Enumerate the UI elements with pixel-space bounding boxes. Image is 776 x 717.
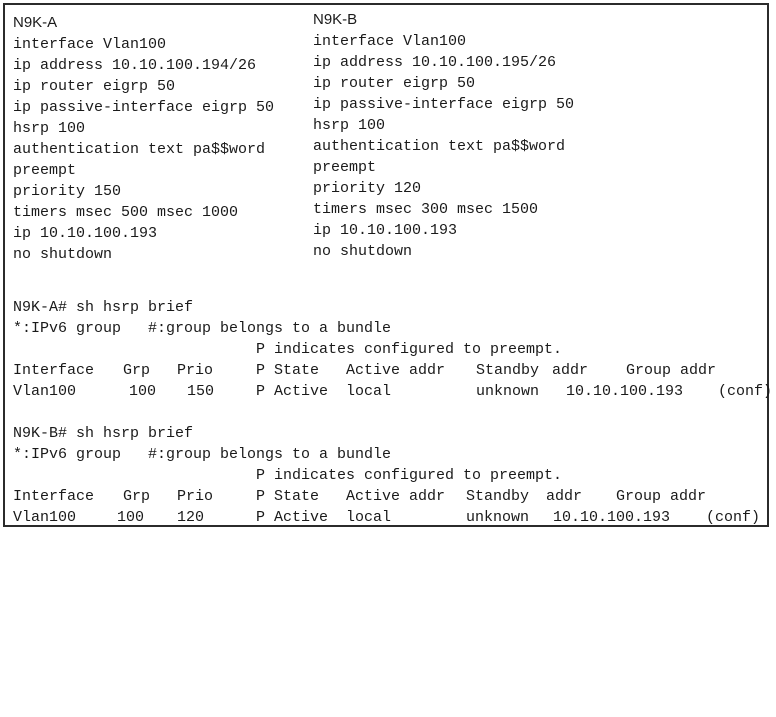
col-group-addr: Group addr <box>616 488 707 505</box>
config-line: no shutdown <box>13 246 113 263</box>
config-line: ip address 10.10.100.194/26 <box>13 57 257 74</box>
col-grp: Grp <box>123 488 151 505</box>
col-active-addr: Active addr <box>346 488 446 505</box>
config-line: hsrp 100 <box>13 120 86 137</box>
device-b-title: N9K-B <box>313 11 358 28</box>
config-line: authentication text pa$$word <box>313 138 566 155</box>
cli-command: N9K-A# sh hsrp brief <box>13 299 194 316</box>
exhibit-frame <box>3 3 773 527</box>
col-p-state: P State <box>256 488 320 505</box>
cli-command: N9K-B# sh hsrp brief <box>13 425 194 442</box>
cell-state: P Active <box>256 383 329 400</box>
cell-prio: 120 <box>177 509 205 526</box>
cell-active-addr: local <box>346 383 392 400</box>
cell-conf: (conf) <box>718 383 773 400</box>
col-standby-addr: addr <box>552 362 589 379</box>
col-grp: Grp <box>123 362 151 379</box>
col-prio: Prio <box>177 362 214 379</box>
preempt-legend: P indicates configured to preempt. <box>256 467 563 484</box>
col-standby: Standby <box>476 362 540 379</box>
config-line: hsrp 100 <box>313 117 386 134</box>
col-p-state: P State <box>256 362 320 379</box>
table-row <box>13 507 761 528</box>
table-row <box>13 381 773 402</box>
cell-group-addr: 10.10.100.193 <box>566 383 684 400</box>
device-a-config <box>13 13 274 265</box>
table-header <box>13 360 717 381</box>
config-line: interface Vlan100 <box>13 36 167 53</box>
config-line: priority 150 <box>13 183 122 200</box>
config-line: authentication text pa$$word <box>13 141 266 158</box>
cell-interface: Vlan100 <box>13 383 77 400</box>
config-line: preempt <box>13 162 77 179</box>
legend-line <box>13 465 563 486</box>
col-prio: Prio <box>177 488 214 505</box>
cell-group-addr: 10.10.100.193 <box>553 509 671 526</box>
col-active-addr: Active addr <box>346 362 446 379</box>
table-header <box>13 486 707 507</box>
config-line: no shutdown <box>313 243 413 260</box>
config-line: ip passive-interface eigrp 50 <box>13 99 275 116</box>
col-standby-addr: addr <box>546 488 583 505</box>
config-line: ip router eigrp 50 <box>313 75 476 92</box>
config-line: ip router eigrp 50 <box>13 78 176 95</box>
config-line: preempt <box>313 159 377 176</box>
col-interface: Interface <box>13 362 95 379</box>
cell-conf: (conf) <box>706 509 761 526</box>
hsrp-brief-output-a <box>13 297 773 402</box>
device-b-config <box>313 10 574 262</box>
config-line: ip 10.10.100.193 <box>313 222 458 239</box>
cell-standby-addr: unknown <box>476 383 540 400</box>
cell-active-addr: local <box>346 509 392 526</box>
cell-standby-addr: unknown <box>466 509 530 526</box>
config-line: ip passive-interface eigrp 50 <box>313 96 575 113</box>
cell-grp: 100 <box>129 383 157 400</box>
cell-prio: 150 <box>187 383 215 400</box>
legend-line: *:IPv6 group #:group belongs to a bundle <box>13 446 392 463</box>
config-line: timers msec 500 msec 1000 <box>13 204 239 221</box>
legend-line <box>13 339 563 360</box>
device-a-title: N9K-A <box>13 14 58 31</box>
col-standby: Standby <box>466 488 530 505</box>
config-line: timers msec 300 msec 1500 <box>313 201 539 218</box>
col-interface: Interface <box>13 488 95 505</box>
cell-interface: Vlan100 <box>13 509 77 526</box>
hsrp-brief-output-b <box>13 423 761 528</box>
preempt-legend: P indicates configured to preempt. <box>256 341 563 358</box>
config-line: interface Vlan100 <box>313 33 467 50</box>
legend-line: *:IPv6 group #:group belongs to a bundle <box>13 320 392 337</box>
config-line: ip 10.10.100.193 <box>13 225 158 242</box>
cell-grp: 100 <box>117 509 145 526</box>
config-line: priority 120 <box>313 180 422 197</box>
col-group-addr: Group addr <box>626 362 717 379</box>
cell-state: P Active <box>256 509 329 526</box>
config-line: ip address 10.10.100.195/26 <box>313 54 557 71</box>
